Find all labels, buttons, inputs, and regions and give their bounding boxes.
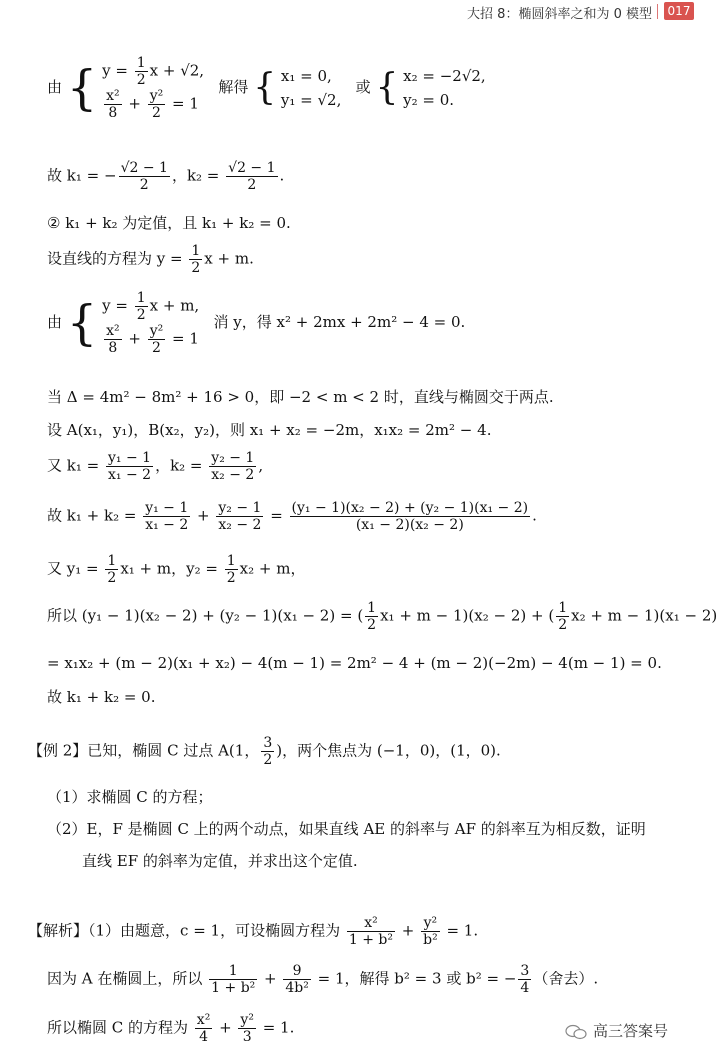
vieta-line: 设 A(x₁，y₁)，B(x₂，y₂)，则 x₁ + x₂ = −2m，x₁x₂ = 2m² − 4. (47, 421, 492, 439)
wechat-icon (565, 1024, 587, 1040)
line-equation: 设直线的方程为 y = $\frac{1}{2}$ x + m. (47, 243, 254, 276)
numerator-expansion: 所以 (y₁ − 1)(x₂ − 2) + (y₂ − 1)(x₁ − 2) = ( $\frac{1}{2}$ x₁ + m − 1)(x₂ − 2) + ( $\frac{1}{2}$ x₂ + m − 1)(x₁ − 2) (47, 600, 717, 633)
system-equation-1: 由 { y = $\frac{1}{2}$ x + √2, $\frac{\text{x²}}{8}$ + $\frac{\text{y²}}{2}$ = 1 解得 { x₁ = 0, y₁ = √2, 或 { x₂ = −2√2, y₂ = 0. (47, 55, 486, 121)
slope-definition: 又 k₁ = $\frac{\text{y₁ − 1}}{\text{x₁ − 2}}$ ，k₂ = $\frac{\text{y₂ − 1}}{\text{x₂ − 2}}$ , (47, 450, 264, 483)
claim-line: ② k₁ + k₂ 为定值，且 k₁ + k₂ = 0. (47, 214, 291, 232)
discriminant-line: 当 Δ = 4m² − 8m² + 16 > 0，即 −2 < m < 2 时，直线与椭圆交于两点. (47, 388, 554, 406)
question-2-continued: 直线 EF 的斜率为定值，并求出这个定值. (82, 852, 358, 870)
header-title: 大招 8：椭圆斜率之和为 0 模型 (467, 7, 652, 22)
question-1: （1）求椭圆 C 的方程； (47, 788, 213, 806)
watermark: 高三答案号 (565, 1020, 668, 1041)
numerator-result: = x₁x₂ + (m − 2)(x₁ + x₂) − 4(m − 1) = 2m² − 4 + (m − 2)(−2m) − 4(m − 1) = 0. (47, 654, 662, 672)
solution-2: 因为 A 在椭圆上，所以 $\frac{1}{\text{1 + b²}}$ + $\frac{9}{\text{4b²}}$ = 1，解得 b² = 3 或 b² = − $\frac{3}{4}$ （舍去）. (47, 963, 599, 996)
solution-1: 【解析】（1）由题意，c = 1，可设椭圆方程为 $\frac{\text{x²}}{\text{1 + b²}}$ + $\frac{\text{y²}}{\text{b²}}$ = 1. (28, 915, 479, 948)
example-2-statement: 【例 2】已知，椭圆 C 过点 A(1， $\frac{3}{2}$ )，两个焦点为 (−1，0)，(1，0). (28, 735, 501, 768)
slope-sum: 故 k₁ + k₂ = $\frac{\text{y₁ − 1}}{\text{x₁ − 2}}$ + $\frac{\text{y₂ − 1}}{\text{x₂ − 2}}$ = $\frac{\text{(y₁ − 1)(x₂ − 2) + (y₂ − 1)(x₁ − 2)}}{\text{(x₁ − 2)(x₂ − 2)}}$ . (47, 500, 537, 533)
header-divider (657, 4, 658, 19)
slope-values: 故 k₁ = − $\frac{√2 - 1}{2}$ ，k₂ = $\frac{√2 - 1}{2}$ . (47, 160, 285, 193)
y-substitution: 又 y₁ = $\frac{1}{2}$ x₁ + m，y₂ = $\frac{1}{2}$ x₂ + m， (47, 553, 306, 586)
conclusion-line: 故 k₁ + k₂ = 0. (47, 688, 156, 706)
page-header (0, 0, 700, 24)
system-equation-2: 由 { y = $\frac{1}{2}$ x + m, $\frac{\text{x²}}{8}$ + $\frac{\text{y²}}{2}$ = 1 消 y，得 x² + 2mx + 2m² − 4 = 0. (47, 290, 466, 356)
question-2: （2）E，F 是椭圆 C 上的两个动点，如果直线 AE 的斜率与 AF 的斜率互为相反数，证明 (47, 820, 646, 838)
page-number-badge: 017 (664, 2, 694, 20)
solution-3: 所以椭圆 C 的方程为 $\frac{\text{x²}}{4}$ + $\frac{\text{y²}}{3}$ = 1. (47, 1012, 295, 1045)
